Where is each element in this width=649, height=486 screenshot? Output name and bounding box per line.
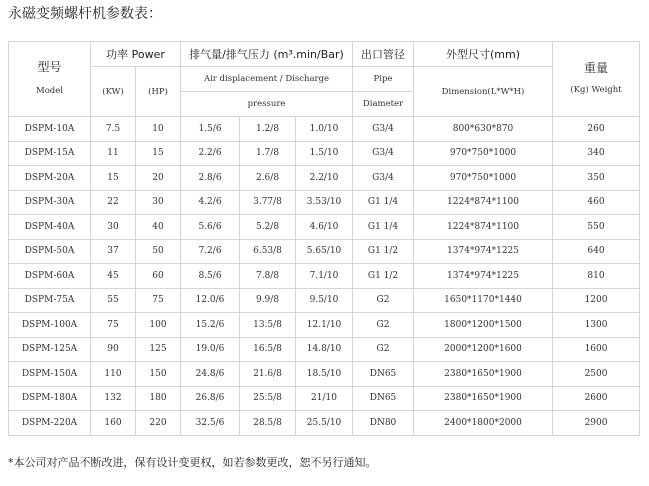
cell-power-hp: 20 (136, 166, 181, 191)
header-displacement-en-1: Air displacement / Discharge (181, 67, 353, 92)
header-displacement-cn: 排气量/排气压力 (m³.min/Bar) (181, 42, 353, 67)
header-row-1 (9, 42, 640, 67)
cell-pipe-diameter: G1 1/4 (353, 190, 414, 215)
cell-model: DSPM-30A (9, 190, 91, 215)
cell-displacement-6bar: 19.0/6 (181, 337, 240, 362)
cell-dimension: 1374*974*1225 (414, 239, 553, 264)
cell-displacement-8bar: 28.5/8 (240, 411, 296, 436)
cell-displacement-8bar: 7.8/8 (240, 264, 296, 289)
cell-dimension: 1224*874*1100 (414, 190, 553, 215)
cell-power-kw: 37 (91, 239, 136, 264)
cell-power-hp: 150 (136, 362, 181, 387)
cell-displacement-6bar: 24.8/6 (181, 362, 240, 387)
cell-dimension: 1374*974*1225 (414, 264, 553, 289)
table-row (9, 117, 640, 142)
cell-pipe-diameter: G2 (353, 288, 414, 313)
cell-pipe-diameter: G3/4 (353, 166, 414, 191)
header-weight (553, 42, 640, 117)
cell-model: DSPM-50A (9, 239, 91, 264)
cell-displacement-6bar: 12.0/6 (181, 288, 240, 313)
cell-weight: 1200 (553, 288, 640, 313)
cell-displacement-10bar: 3.53/10 (296, 190, 353, 215)
cell-power-hp: 30 (136, 190, 181, 215)
cell-model: DSPM-40A (9, 215, 91, 240)
cell-displacement-10bar: 7.1/10 (296, 264, 353, 289)
cell-displacement-10bar: 9.5/10 (296, 288, 353, 313)
cell-pipe-diameter: DN65 (353, 362, 414, 387)
cell-weight: 260 (553, 117, 640, 142)
cell-model: DSPM-15A (9, 141, 91, 166)
table-row (9, 362, 640, 387)
cell-weight: 2500 (553, 362, 640, 387)
cell-power-hp: 15 (136, 141, 181, 166)
cell-pipe-diameter: G1 1/2 (353, 264, 414, 289)
cell-power-kw: 30 (91, 215, 136, 240)
cell-dimension: 2400*1800*2000 (414, 411, 553, 436)
cell-power-kw: 55 (91, 288, 136, 313)
cell-displacement-8bar: 3.77/8 (240, 190, 296, 215)
cell-power-hp: 40 (136, 215, 181, 240)
cell-power-kw: 11 (91, 141, 136, 166)
table-row (9, 313, 640, 338)
cell-displacement-6bar: 1.5/6 (181, 117, 240, 142)
cell-dimension: 970*750*1000 (414, 141, 553, 166)
table-row (9, 190, 640, 215)
cell-power-kw: 75 (91, 313, 136, 338)
cell-model: DSPM-220A (9, 411, 91, 436)
cell-pipe-diameter: G1 1/2 (353, 239, 414, 264)
cell-power-hp: 180 (136, 386, 181, 411)
table-row (9, 288, 640, 313)
cell-displacement-8bar: 21.6/8 (240, 362, 296, 387)
cell-pipe-diameter: DN65 (353, 386, 414, 411)
header-weight-en: (Kg) Weight (570, 85, 622, 95)
cell-dimension: 1650*1170*1440 (414, 288, 553, 313)
cell-displacement-10bar: 21/10 (296, 386, 353, 411)
cell-weight: 810 (553, 264, 640, 289)
cell-displacement-6bar: 2.8/6 (181, 166, 240, 191)
cell-power-kw: 160 (91, 411, 136, 436)
cell-dimension: 970*750*1000 (414, 166, 553, 191)
table-row (9, 411, 640, 436)
cell-weight: 460 (553, 190, 640, 215)
cell-model: DSPM-150A (9, 362, 91, 387)
cell-power-hp: 75 (136, 288, 181, 313)
cell-weight: 640 (553, 239, 640, 264)
header-size-cn: 外型尺寸(mm) (414, 42, 553, 67)
cell-model: DSPM-100A (9, 313, 91, 338)
cell-displacement-8bar: 25.5/8 (240, 386, 296, 411)
cell-displacement-10bar: 12.1/10 (296, 313, 353, 338)
header-weight-cn: 重量 (584, 61, 609, 75)
cell-pipe-diameter: G1 1/4 (353, 215, 414, 240)
cell-power-kw: 45 (91, 264, 136, 289)
cell-pipe-diameter: G2 (353, 313, 414, 338)
cell-displacement-6bar: 32.5/6 (181, 411, 240, 436)
cell-displacement-6bar: 15.2/6 (181, 313, 240, 338)
header-outlet-en-1: Pipe (353, 67, 414, 92)
cell-model: DSPM-60A (9, 264, 91, 289)
cell-power-hp: 220 (136, 411, 181, 436)
cell-displacement-10bar: 5.65/10 (296, 239, 353, 264)
cell-displacement-6bar: 26.8/6 (181, 386, 240, 411)
cell-power-kw: 110 (91, 362, 136, 387)
cell-dimension: 2380*1650*1900 (414, 362, 553, 387)
cell-power-hp: 100 (136, 313, 181, 338)
header-model-cn: 型号 (37, 60, 62, 74)
cell-power-kw: 90 (91, 337, 136, 362)
table-row (9, 386, 640, 411)
cell-power-hp: 50 (136, 239, 181, 264)
page-title: 永磁变频螺杆机参数表： (8, 6, 162, 22)
cell-displacement-10bar: 2.2/10 (296, 166, 353, 191)
cell-model: DSPM-20A (9, 166, 91, 191)
cell-weight: 2900 (553, 411, 640, 436)
cell-dimension: 2380*1650*1900 (414, 386, 553, 411)
header-model-en: Model (35, 86, 63, 96)
cell-model: DSPM-180A (9, 386, 91, 411)
cell-displacement-8bar: 9.9/8 (240, 288, 296, 313)
cell-power-hp: 10 (136, 117, 181, 142)
cell-displacement-8bar: 1.7/8 (240, 141, 296, 166)
cell-displacement-8bar: 13.5/8 (240, 313, 296, 338)
cell-displacement-8bar: 1.2/8 (240, 117, 296, 142)
footnote: *本公司对产品不断改进，保有设计变更权，如若参数更改，恕不另行通知。 (8, 456, 377, 469)
header-displacement-en-2: pressure (181, 92, 353, 117)
table-row (9, 239, 640, 264)
table-row (9, 337, 640, 362)
spec-table (8, 41, 640, 436)
cell-weight: 2600 (553, 386, 640, 411)
cell-displacement-6bar: 7.2/6 (181, 239, 240, 264)
cell-dimension: 1224*874*1100 (414, 215, 553, 240)
cell-weight: 350 (553, 166, 640, 191)
table-row (9, 141, 640, 166)
cell-dimension: 2000*1200*1600 (414, 337, 553, 362)
header-power-hp: (HP) (136, 67, 181, 117)
cell-displacement-8bar: 6.53/8 (240, 239, 296, 264)
cell-displacement-8bar: 2.6/8 (240, 166, 296, 191)
header-size-en: Dimension(L*W*H) (414, 67, 553, 117)
cell-pipe-diameter: DN80 (353, 411, 414, 436)
cell-displacement-10bar: 25.5/10 (296, 411, 353, 436)
cell-pipe-diameter: G3/4 (353, 117, 414, 142)
cell-model: DSPM-10A (9, 117, 91, 142)
header-power: 功率 Power (91, 42, 181, 67)
header-model (9, 42, 91, 117)
table-row (9, 215, 640, 240)
cell-displacement-10bar: 14.8/10 (296, 337, 353, 362)
cell-displacement-6bar: 4.2/6 (181, 190, 240, 215)
cell-displacement-10bar: 1.0/10 (296, 117, 353, 142)
cell-model: DSPM-125A (9, 337, 91, 362)
cell-dimension: 1800*1200*1500 (414, 313, 553, 338)
cell-power-kw: 7.5 (91, 117, 136, 142)
cell-power-hp: 125 (136, 337, 181, 362)
cell-displacement-8bar: 16.5/8 (240, 337, 296, 362)
header-power-kw: (KW) (91, 67, 136, 117)
table-row (9, 166, 640, 191)
cell-power-kw: 15 (91, 166, 136, 191)
cell-pipe-diameter: G2 (353, 337, 414, 362)
cell-weight: 1300 (553, 313, 640, 338)
cell-power-hp: 60 (136, 264, 181, 289)
cell-displacement-6bar: 5.6/6 (181, 215, 240, 240)
header-row-2 (9, 67, 640, 92)
header-outlet-cn: 出口管径 (353, 42, 414, 67)
cell-model: DSPM-75A (9, 288, 91, 313)
cell-displacement-10bar: 1.5/10 (296, 141, 353, 166)
cell-power-kw: 22 (91, 190, 136, 215)
cell-power-kw: 132 (91, 386, 136, 411)
cell-pipe-diameter: G3/4 (353, 141, 414, 166)
cell-displacement-6bar: 8.5/6 (181, 264, 240, 289)
cell-dimension: 800*630*870 (414, 117, 553, 142)
table-row (9, 264, 640, 289)
cell-weight: 1600 (553, 337, 640, 362)
cell-displacement-10bar: 18.5/10 (296, 362, 353, 387)
cell-weight: 340 (553, 141, 640, 166)
cell-displacement-8bar: 5.2/8 (240, 215, 296, 240)
cell-displacement-6bar: 2.2/6 (181, 141, 240, 166)
header-outlet-en-2: Diameter (353, 92, 414, 117)
cell-weight: 550 (553, 215, 640, 240)
cell-displacement-10bar: 4.6/10 (296, 215, 353, 240)
